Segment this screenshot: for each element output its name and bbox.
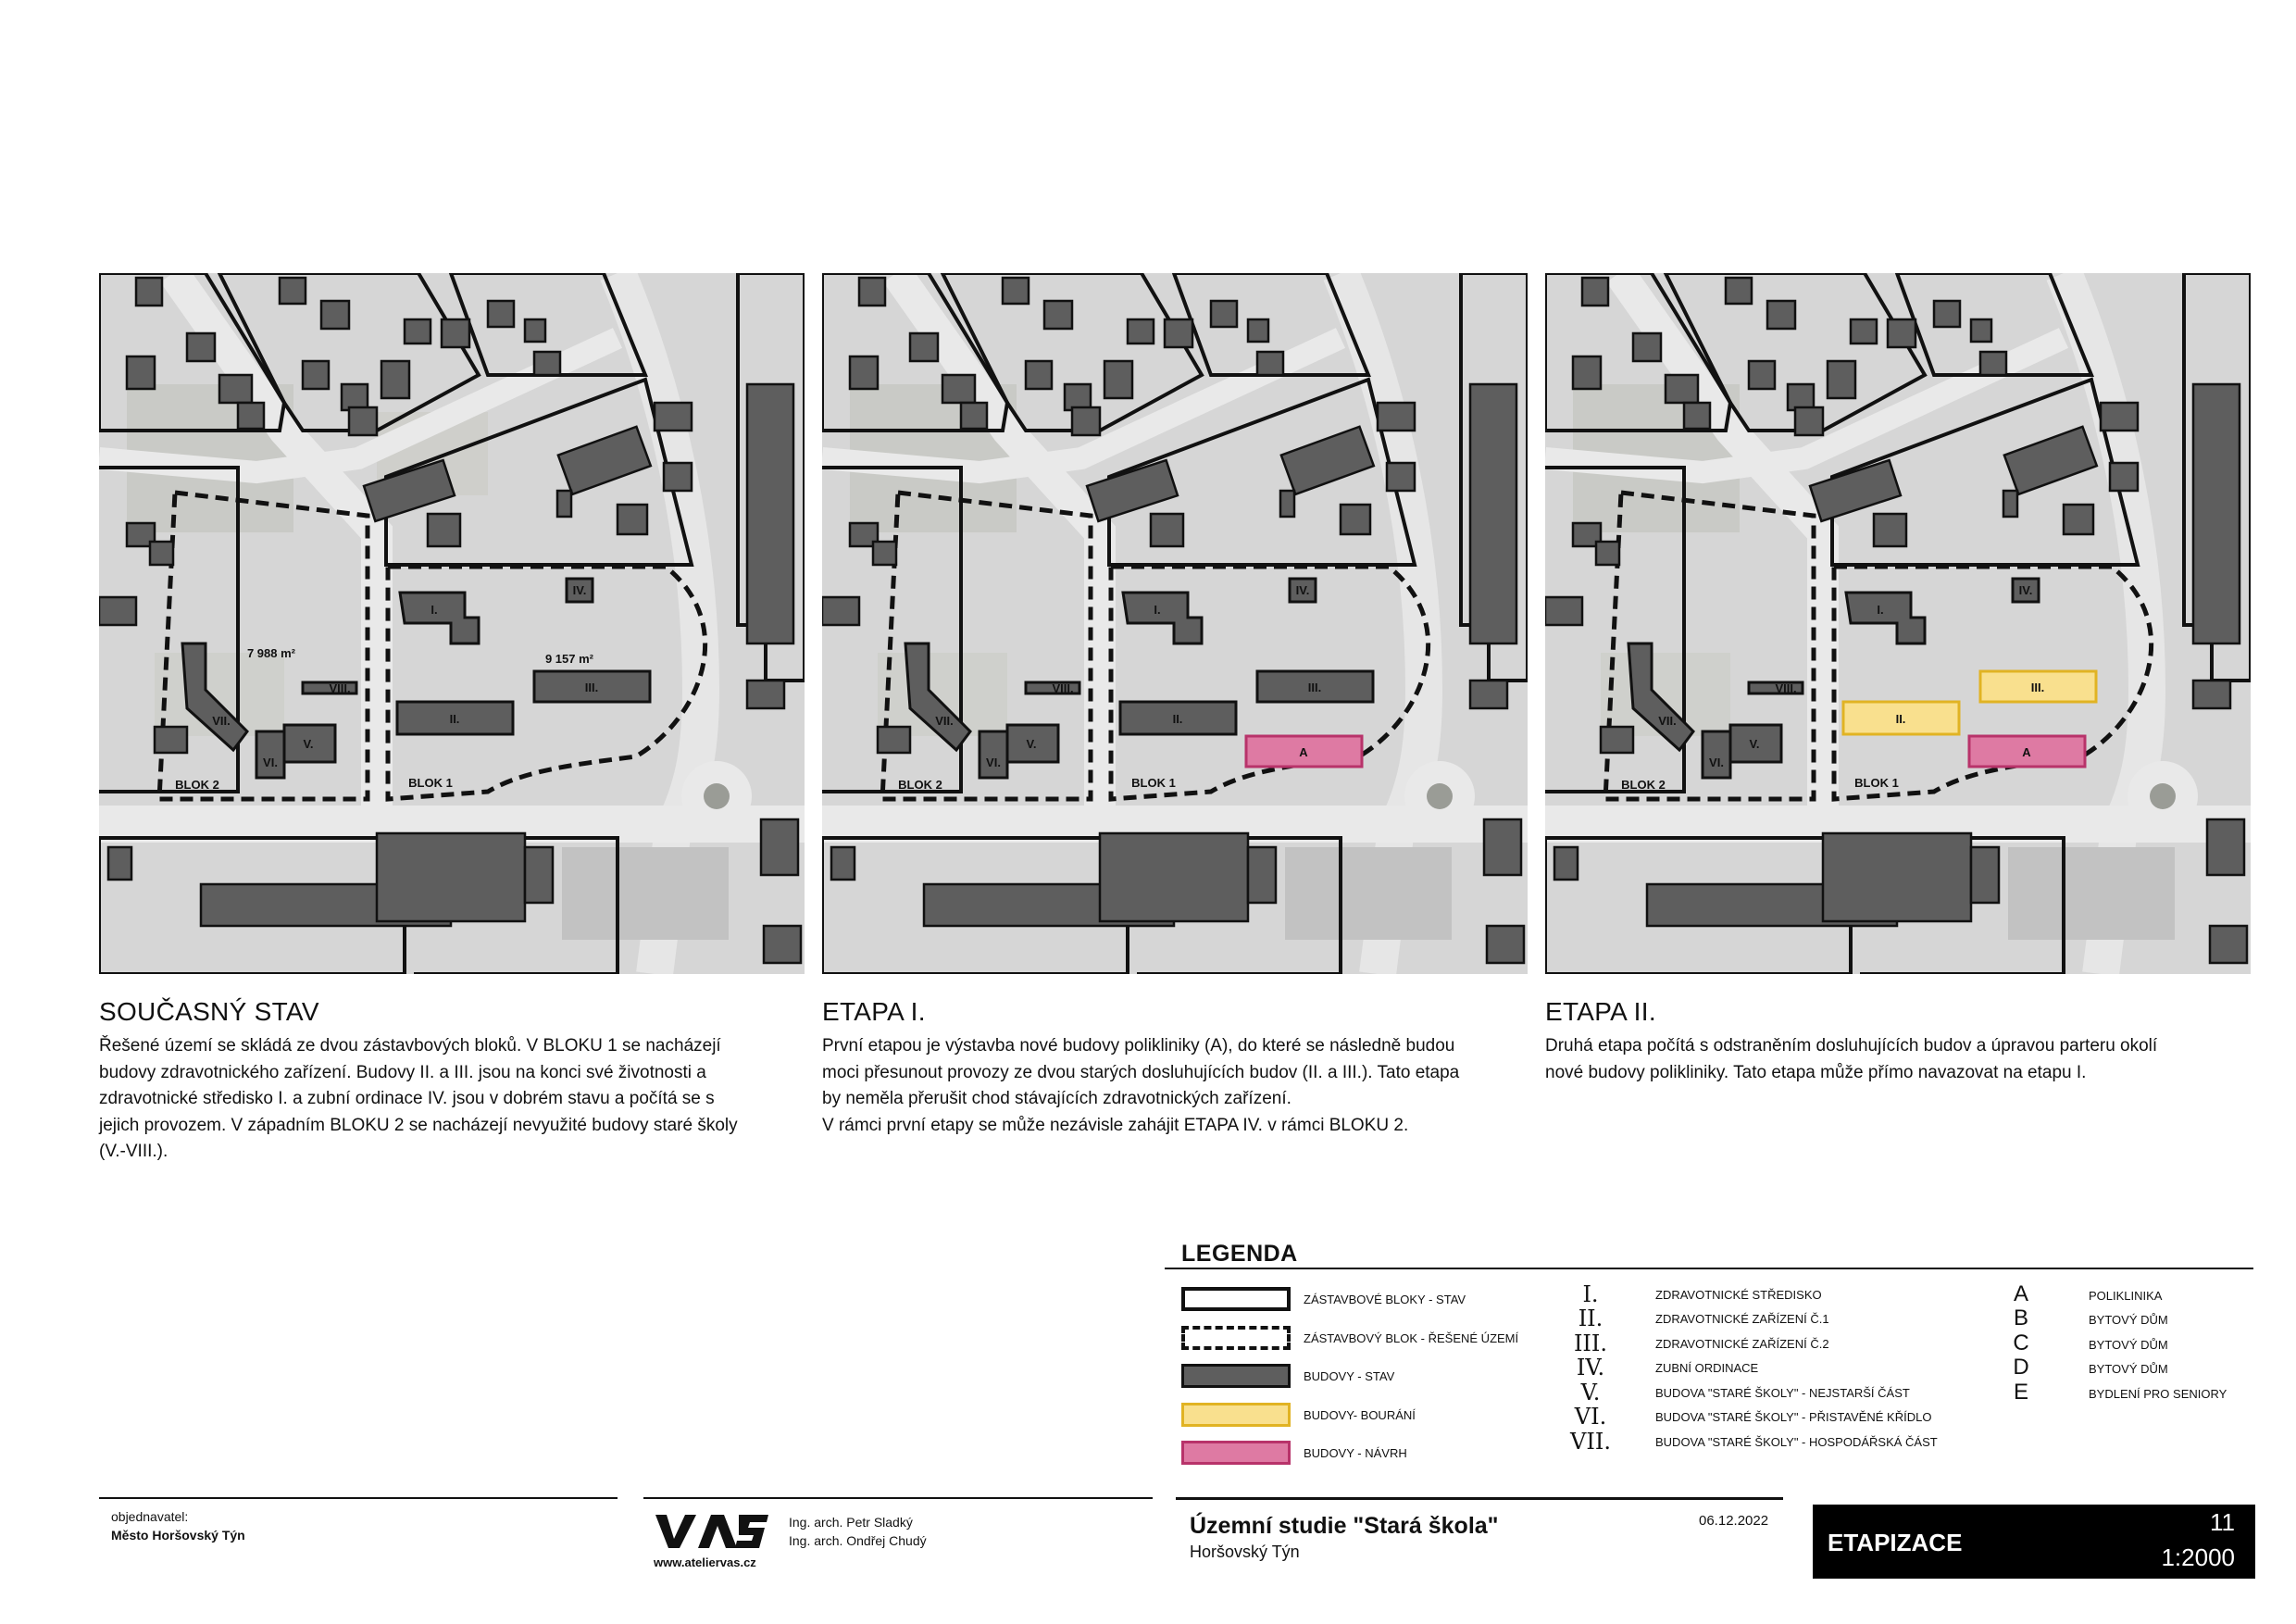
- firm-logo: [654, 1511, 770, 1552]
- caption-title: ETAPA II.: [1545, 997, 1656, 1026]
- legend-letter: B: [2013, 1305, 2028, 1330]
- label-II: II.: [1895, 712, 1906, 726]
- label-II: II.: [1172, 712, 1183, 726]
- scale: 1:2000: [2161, 1543, 2235, 1571]
- map-stage-2: [1545, 273, 2251, 974]
- legend-letter: C: [2013, 1330, 2029, 1355]
- label-I: I.: [1877, 603, 1884, 617]
- legend-roman-label: ZDRAVOTNICKÉ ZAŘÍZENÍ Č.1: [1655, 1312, 1829, 1326]
- legend-letter-label: BYTOVÝ DŮM: [2089, 1313, 2168, 1327]
- legend-roman-label: BUDOVA "STARÉ ŠKOLY" - PŘISTAVĚNÉ KŘÍDLO: [1655, 1410, 1932, 1424]
- building-VI: [256, 731, 284, 778]
- caption-title: ETAPA I.: [822, 997, 926, 1026]
- caption-stage-1: [822, 996, 1535, 1139]
- legend-symbol-block-solved: [1181, 1326, 1291, 1350]
- legend-symbol-buildings-demolition: [1181, 1403, 1291, 1427]
- legend-symbol-buildings-proposed: [1181, 1441, 1291, 1465]
- label-VI: VI.: [986, 756, 1001, 769]
- legend-roman-label: ZDRAVOTNICKÉ ZAŘÍZENÍ Č.2: [1655, 1337, 1829, 1351]
- architects: [789, 1513, 927, 1550]
- legend-divider: [1165, 1268, 2253, 1269]
- legend-roman-label: ZDRAVOTNICKÉ STŘEDISKO: [1655, 1288, 1822, 1302]
- date: 06.12.2022: [1699, 1513, 1769, 1529]
- legend-roman-label: BUDOVA "STARÉ ŠKOLY" - HOSPODÁŘSKÁ ČÁST: [1655, 1435, 1938, 1449]
- label-VIII: VIII.: [1775, 681, 1797, 695]
- legend-roman: III.: [1573, 1330, 1608, 1356]
- legend-roman-label: ZUBNÍ ORDINACE: [1655, 1361, 1759, 1375]
- label-VII: VII.: [1658, 714, 1677, 728]
- title-block-rule: [1176, 1497, 1783, 1500]
- label-VI: VI.: [263, 756, 278, 769]
- caption-text: První etapou je výstavba nové budovy polikliniky (A), do které se následně budou moci přesunout provozy ze dvou starých dosluhujících budov (II. a III.). Tato etapa by neměla přerušit chod stávajících zdravotnických zařízení. V rámci první etapy se může nezávisle zahájit ETAPA IV. v rámci BLOKU 2.: [822, 1036, 1460, 1135]
- legend-label: ZÁSTAVBOVÉ BLOKY - STAV: [1304, 1293, 1466, 1306]
- label-II: II.: [449, 712, 460, 726]
- label-VII: VII.: [212, 714, 231, 728]
- label-IV: IV.: [1295, 583, 1310, 597]
- legend-title: LEGENDA: [1181, 1241, 1298, 1267]
- label-V: V.: [303, 737, 314, 751]
- label-VIII: VIII.: [1052, 681, 1074, 695]
- label-IV: IV.: [572, 583, 587, 597]
- site-plan-current: [99, 273, 805, 974]
- legend-label: BUDOVY - STAV: [1304, 1369, 1395, 1383]
- label-block-1: BLOK 1: [1131, 776, 1176, 790]
- label-V: V.: [1026, 737, 1037, 751]
- legend-letter: D: [2013, 1355, 2029, 1380]
- site-plan-stage-2: [1545, 273, 2251, 974]
- caption-current-state: [99, 996, 812, 1166]
- label-III: III.: [1307, 681, 1322, 694]
- label-area-block-1: 9 157 m²: [544, 652, 594, 666]
- label-I: I.: [1154, 603, 1161, 617]
- label-III: III.: [584, 681, 599, 694]
- label-A: A: [1299, 745, 1308, 759]
- legend-letter-label: BYTOVÝ DŮM: [2089, 1338, 2168, 1352]
- label-VI: VI.: [1709, 756, 1724, 769]
- label-A: A: [2022, 745, 2031, 759]
- legend-roman: VI.: [1574, 1404, 1607, 1430]
- title-block-rule: [643, 1497, 1153, 1499]
- client-name: Město Horšovský Týn: [111, 1528, 245, 1543]
- label-VII: VII.: [935, 714, 954, 728]
- legend-letter-label: BYTOVÝ DŮM: [2089, 1362, 2168, 1376]
- legend-label: BUDOVY - NÁVRH: [1304, 1446, 1407, 1460]
- firm-website[interactable]: www.ateliervas.cz: [654, 1555, 756, 1569]
- label-block-1: BLOK 1: [1854, 776, 1899, 790]
- legend-roman: IV.: [1576, 1355, 1605, 1380]
- map-current-state: [99, 273, 805, 974]
- legend-letter-label: BYDLENÍ PRO SENIORY: [2089, 1387, 2227, 1401]
- legend-label: ZÁSTAVBOVÝ BLOK - ŘEŠENÉ ÚZEMÍ: [1304, 1331, 1519, 1345]
- legend-roman: V.: [1580, 1380, 1601, 1405]
- map-stage-1: [822, 273, 1528, 974]
- label-block-2: BLOK 2: [1621, 778, 1666, 792]
- legend-letter: A: [2013, 1281, 2028, 1306]
- legend-roman-label: BUDOVA "STARÉ ŠKOLY" - NEJSTARŠÍ ČÁST: [1655, 1386, 1910, 1400]
- legend-label: BUDOVY- BOURÁNÍ: [1304, 1408, 1416, 1422]
- sheet-box: [1813, 1505, 2255, 1579]
- legend-roman: VII.: [1570, 1429, 1611, 1455]
- building-VI: [980, 731, 1007, 778]
- site-plan-stage-1: [822, 273, 1528, 974]
- label-block-2: BLOK 2: [175, 778, 219, 792]
- legend: [1165, 1241, 2253, 1463]
- legend-letter: E: [2013, 1380, 2028, 1405]
- architect-1: Ing. arch. Petr Sladký: [789, 1515, 913, 1530]
- label-I: I.: [430, 603, 438, 617]
- label-area-block-2: 7 988 m²: [246, 646, 296, 660]
- legend-roman: I.: [1582, 1281, 1599, 1307]
- label-IV: IV.: [2018, 583, 2033, 597]
- label-III: III.: [2030, 681, 2045, 694]
- label-V: V.: [1749, 737, 1760, 751]
- building-VI: [1703, 731, 1730, 778]
- caption-stage-2: [1545, 996, 2258, 1086]
- legend-letter-label: POLIKLINIKA: [2089, 1289, 2163, 1303]
- architect-2: Ing. arch. Ondřej Chudý: [789, 1533, 927, 1548]
- label-block-1: BLOK 1: [408, 776, 453, 790]
- legend-symbol-buildings-existing: [1181, 1364, 1291, 1388]
- sheet-number: 11: [2210, 1508, 2235, 1536]
- legend-symbol-blocks-existing: [1181, 1287, 1291, 1311]
- project-town: Horšovský Týn: [1190, 1543, 1300, 1561]
- caption-text: Řešené území se skládá ze dvou zástavbových bloků. V BLOKU 1 se nacházejí budovy zdravotnického zařízení. Budovy II. a III. jsou na konci své životnosti a zdravotnické středisko I. a zubní ordinace IV. jsou v dobrém stavu a počítá se s jejich provozem. V západním BLOKU 2 se nacházejí nevyužité budovy staré školy (V.-VIII.).: [99, 1036, 738, 1161]
- client-label: objednavatel:: [111, 1509, 189, 1524]
- label-block-2: BLOK 2: [898, 778, 942, 792]
- caption-text: Druhá etapa počítá s odstraněním dosluhujících budov a úpravou parteru okolí nové budovy polikliniky. Tato etapa může přímo navazovat na etapu I.: [1545, 1036, 2158, 1082]
- title-block-rule: [99, 1497, 618, 1499]
- caption-title: SOUČASNÝ STAV: [99, 997, 319, 1026]
- project-title: Územní studie "Stará škola": [1190, 1513, 1499, 1539]
- label-VIII: VIII.: [329, 681, 351, 695]
- sheet-name: ETAPIZACE: [1828, 1529, 1963, 1556]
- legend-roman: II.: [1578, 1305, 1603, 1331]
